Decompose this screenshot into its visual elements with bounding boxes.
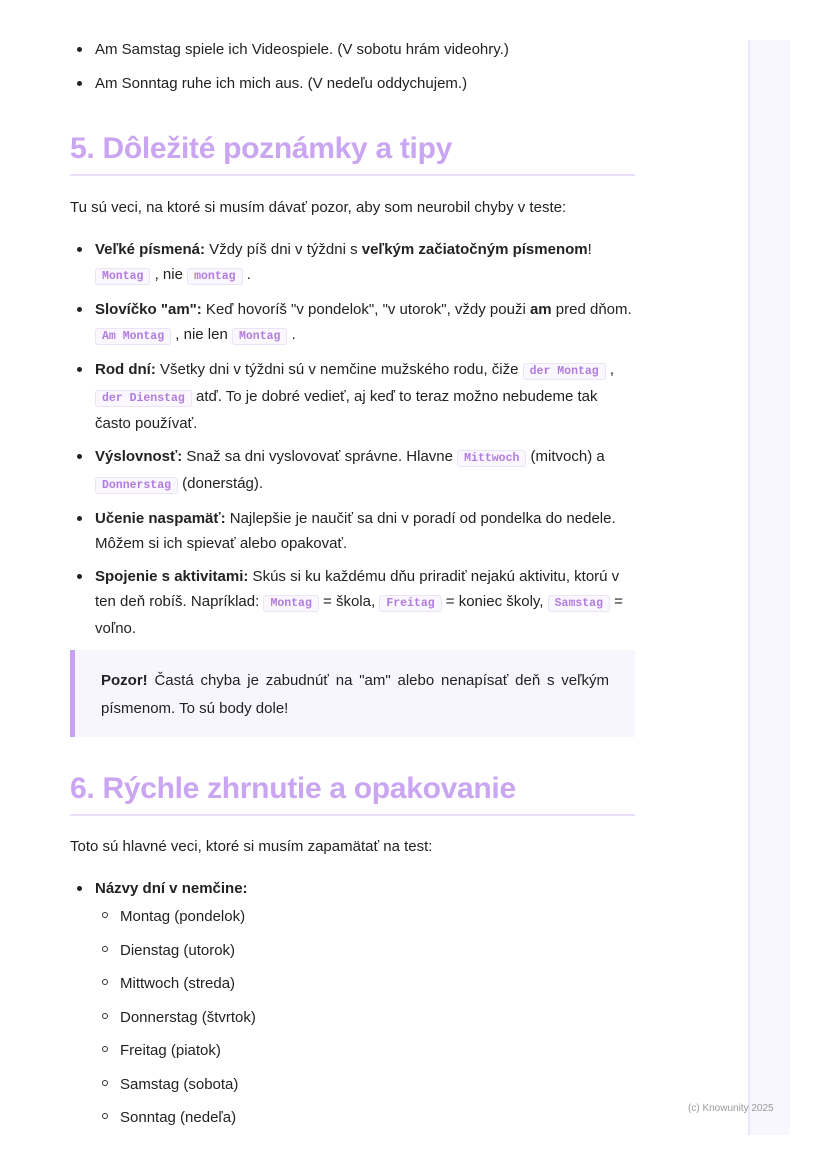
tip-text: Keď hovoríš "v pondelok", "v utorok", vždy použi	[201, 301, 530, 318]
tip-text: Snaž sa dni vyslovovať správne. Hlavne	[182, 448, 458, 465]
tip-text: atď. To je dobré vedieť, aj keď to teraz možno nebudeme tak často používať.	[95, 388, 598, 432]
tip-text: Skús si ku každému dňu priradiť nejakú aktivitu, ktorú v ten deň robíš. Napríklad:	[95, 568, 620, 610]
list-item	[70, 71, 670, 96]
callout-text: Častá chyba je zabudnúť na "am" alebo nenapísať deň s veľkým písmenom. To sú body dole!	[101, 672, 609, 717]
tip-text: Všetky dni v týždni sú v nemčine mužského rodu, čiže	[155, 361, 523, 378]
code-example: der Dienstag	[95, 390, 192, 407]
day-list	[95, 904, 635, 1139]
tip-text: = voľno.	[95, 593, 623, 637]
code-example: Montag	[95, 268, 150, 285]
code-example: Mittwoch	[457, 450, 526, 467]
day-item: Montag (pondelok)	[95, 904, 635, 938]
summary-list	[70, 876, 635, 1139]
tip-label: Výslovnosť:	[95, 448, 183, 465]
tip-emphasis: veľkým začiatočným písmenom	[361, 241, 588, 258]
code-example: Freitag	[379, 595, 441, 612]
list-item-text: Am Sonntag ruhe ich mich aus. (V nedeľu oddychujem.)	[95, 75, 468, 92]
day-item: Dienstag (utorok)	[95, 938, 635, 972]
list-item-text: Am Samstag spiele ich Videospiele. (V sobotu hrám videohry.)	[95, 41, 509, 58]
right-margin-panel	[748, 40, 790, 1135]
tip-text: , nie	[150, 266, 188, 283]
section-6-intro: Toto sú hlavné veci, ktoré si musím zapamätať na test:	[70, 838, 433, 855]
tip-text: ,	[605, 361, 615, 378]
tips-list	[70, 237, 635, 641]
tip-label: Veľké písmená:	[95, 241, 206, 258]
code-example: Samstag	[548, 595, 610, 612]
code-example: der Montag	[523, 363, 606, 380]
tip-item-capital-letters	[70, 237, 635, 289]
tip-text: (mitvoch) a	[526, 448, 605, 465]
tip-text: , nie len	[171, 326, 232, 343]
tip-label: Slovíčko "am":	[95, 301, 202, 318]
tip-item-word-am	[70, 297, 635, 349]
tip-text: Najlepšie je naučiť sa dni v poradí od pondelka do nedele. Môžem si ich spievať alebo opakovať.	[95, 510, 616, 552]
warning-callout	[70, 650, 635, 737]
list-item	[70, 37, 670, 71]
tip-label: Rod dní:	[95, 361, 156, 378]
copyright-footer: (c) Knowunity 2025	[688, 1103, 774, 1114]
day-item: Sonntag (nedeľa)	[95, 1105, 635, 1139]
code-example: montag	[187, 268, 242, 285]
tip-item-activities	[70, 564, 635, 641]
day-item: Mittwoch (streda)	[95, 971, 635, 1005]
tip-label: Spojenie s aktivitami:	[95, 568, 249, 585]
section-5-heading: 5. Dôležité poznámky a tipy	[70, 132, 635, 176]
tip-label: Učenie naspamäť:	[95, 510, 226, 527]
section-5-intro: Tu sú veci, na ktoré si musím dávať pozor, aby som neurobil chyby v teste:	[70, 199, 567, 216]
code-example: Am Montag	[95, 328, 171, 345]
tip-text: = koniec školy,	[441, 593, 548, 610]
tip-text: = škola,	[318, 593, 380, 610]
code-example: Donnerstag	[95, 477, 178, 494]
section-6-heading: 6. Rýchle zhrnutie a opakovanie	[70, 772, 635, 816]
tip-text: .	[287, 326, 296, 343]
code-example: Montag	[232, 328, 287, 345]
day-item: Samstag (sobota)	[95, 1072, 635, 1106]
day-item: Donnerstag (štvrtok)	[95, 1005, 635, 1039]
callout-label: Pozor!	[101, 672, 148, 689]
summary-item-day-names	[70, 876, 635, 1139]
summary-label: Názvy dní v nemčine:	[95, 880, 248, 897]
tip-text: !	[587, 241, 592, 258]
tip-item-memorizing	[70, 506, 635, 556]
tip-text: .	[242, 266, 251, 283]
tip-item-pronunciation	[70, 444, 635, 498]
day-item: Freitag (piatok)	[95, 1038, 635, 1072]
code-example: Montag	[263, 595, 318, 612]
tip-item-gender	[70, 357, 635, 436]
tip-text: (donerstág).	[178, 475, 264, 492]
tip-emphasis: am	[529, 301, 552, 318]
tip-text: Vždy píš dni v týždni s	[205, 241, 362, 258]
tip-text: pred dňom.	[551, 301, 632, 318]
top-list	[70, 37, 670, 96]
